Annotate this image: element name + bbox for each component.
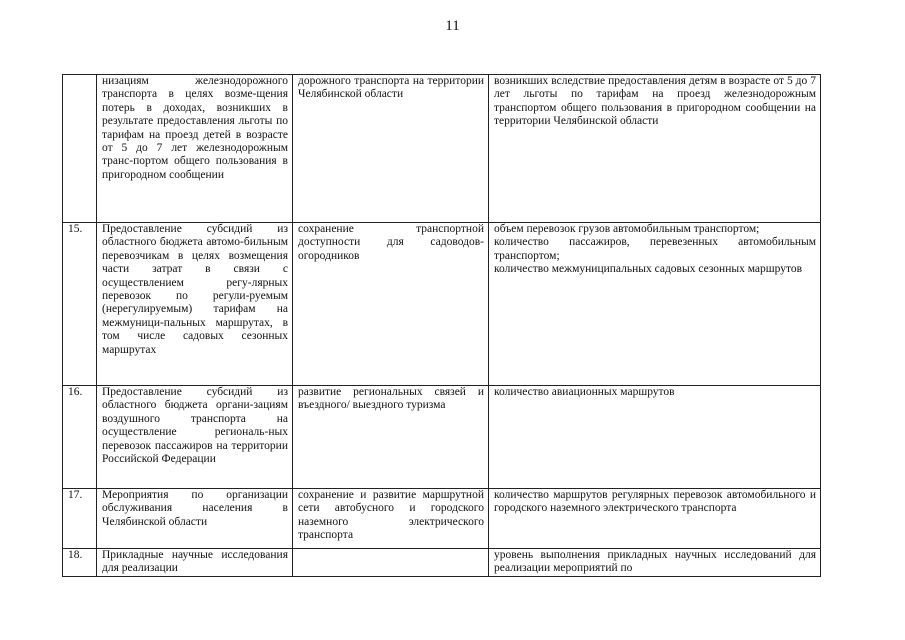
row-number: 15. (63, 223, 97, 386)
measures-table (62, 74, 821, 577)
table-row (63, 489, 821, 549)
measure-cell: Мероприятия по организации обслуживания населения в Челябинской области (97, 489, 293, 549)
goal-cell: дорожного транспорта на территории Челябинской области (293, 75, 489, 223)
indicator-cell (489, 489, 821, 549)
goal-cell: сохранение и развитие маршрутной сети автобусного и городского наземного электрического транспорта (293, 489, 489, 549)
table-row (63, 549, 821, 577)
row-number (63, 75, 97, 223)
indicator-text: возникших вследствие предоставления детям в возрасте от 5 до 7 лет льготы по тарифам на проезд железнодорожным транспортом общего пользования в пригородном сообщении на территории Челябинской области (494, 75, 816, 128)
indicator-cell (489, 386, 821, 489)
indicator-text: уровень выполнения прикладных научных исследований для реализации мероприятий по (494, 549, 816, 575)
row-number: 18. (63, 549, 97, 577)
measure-cell: Прикладные научные исследования для реализации (97, 549, 293, 577)
indicator-cell (489, 75, 821, 223)
page-number: 11 (445, 18, 460, 34)
indicator-text: объем перевозок грузов автомобильным транспортом; (494, 223, 760, 235)
measure-cell: Предоставление субсидий из областного бюджета автомо-бильным перевозчикам в целях возмещения части затрат в связи с осуществлением регу-лярных перевозок по регули-руемым (нерегулируемым) тарифам на межмуници-пальных маршрутах, в том числе садовых сезонных маршрутах (97, 223, 293, 386)
goal-cell: развитие региональных связей и въездного/ выездного туризма (293, 386, 489, 489)
measure-cell: низациям железнодорожного транспорта в целях возме-щения потерь в доходах, возникших в результате предоставления льготы по тарифам на проезд детей в возрасте от 5 до 7 лет железнодорожным транс-портом общего пользования в пригородном сообщении (97, 75, 293, 223)
measure-cell: Предоставление субсидий из областного бюджета органи-зациям воздушного транспорта на осуществление региональ-ных перевозок пассажиров на территории Российской Федерации (97, 386, 293, 489)
indicator-text: количество авиационных маршрутов (494, 386, 675, 398)
table-row (63, 386, 821, 489)
goal-cell: сохранение транспортной доступности для садоводов-огородников (293, 223, 489, 386)
indicator-text: количество маршрутов регулярных перевозок автомобильного и городского наземного электрического транспорта (494, 489, 816, 515)
table-row (63, 75, 821, 223)
indicator-cell (489, 223, 821, 386)
table-row (63, 223, 821, 386)
goal-cell (293, 549, 489, 577)
indicator-text: количество межмуниципальных садовых сезонных маршрутов (494, 263, 803, 276)
row-number: 16. (63, 386, 97, 489)
indicator-cell (489, 549, 821, 577)
row-number: 17. (63, 489, 97, 549)
indicator-text: количество пассажиров, перевезенных автомобильным транспортом; (494, 236, 816, 262)
